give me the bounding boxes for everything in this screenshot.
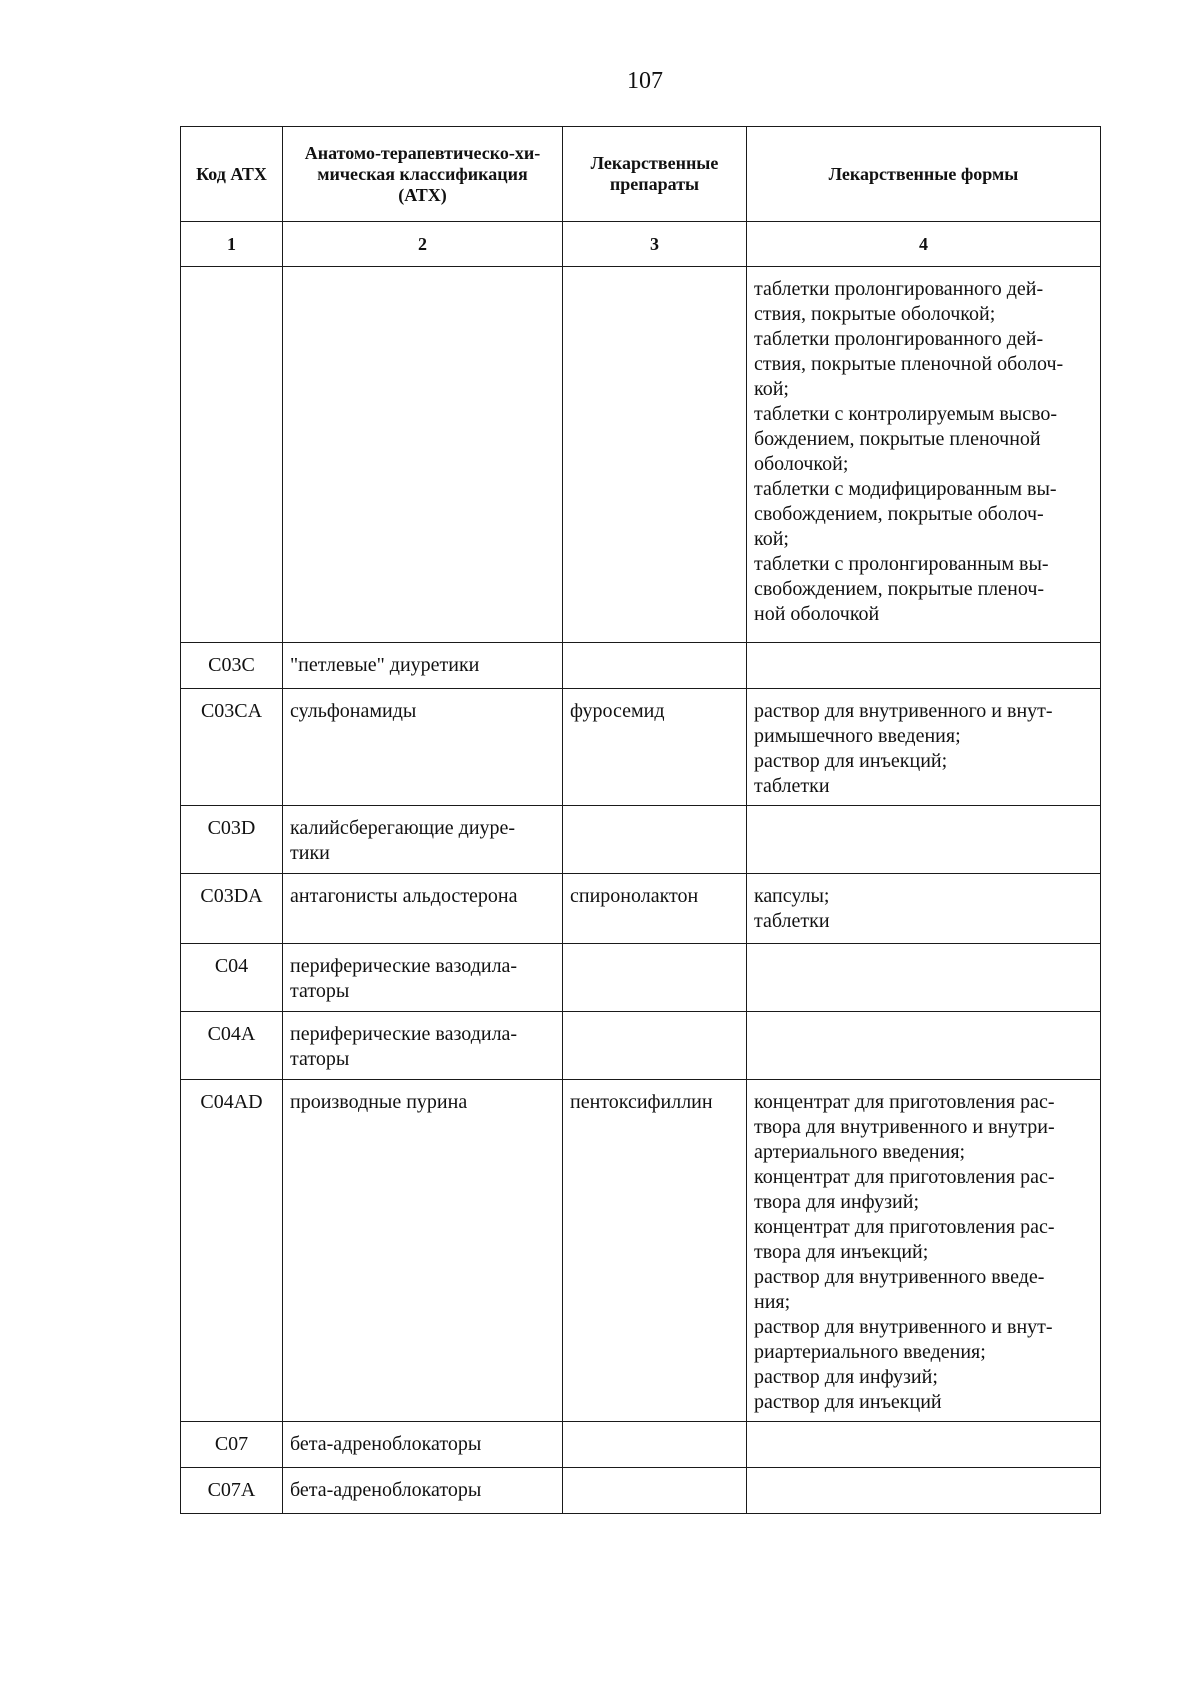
drug-cell [563, 1080, 747, 1422]
table-row [181, 1468, 1101, 1514]
classification-cell [283, 1012, 563, 1080]
classification-cell [283, 944, 563, 1012]
drug-cell [563, 944, 747, 1012]
classification-cell [283, 267, 563, 643]
drug-text: спиронолактон [570, 885, 699, 907]
table-row [181, 267, 1101, 643]
dosage-forms-cell [747, 874, 1101, 944]
classification-cell [283, 874, 563, 944]
dosage-forms-cell [747, 806, 1101, 874]
table-row [181, 874, 1101, 944]
classification-cell [283, 1422, 563, 1468]
dosage-forms-line: оболочкой; [754, 453, 849, 475]
classification-line: таторы [290, 1048, 350, 1070]
classification-line: сульфонамиды [290, 700, 417, 722]
dosage-forms-line: таблетки [754, 910, 830, 932]
classification-cell [283, 1468, 563, 1514]
classification-cell [283, 806, 563, 874]
classification-cell [283, 643, 563, 689]
classification-line: калийсберегающие диуре- [290, 817, 516, 839]
dosage-forms-line: концентрат для приготовления рас- [754, 1216, 1055, 1238]
table-row [181, 944, 1101, 1012]
classification-line: производные пурина [290, 1091, 468, 1113]
drug-cell [563, 267, 747, 643]
header-drugs-line: препараты [609, 174, 700, 194]
dosage-forms-line: ной оболочкой [754, 603, 880, 625]
dosage-forms-line: раствор для инфузий; [754, 1366, 938, 1388]
dosage-forms-line: таблетки с пролонгированным вы- [754, 553, 1049, 575]
drug-cell [563, 874, 747, 944]
drug-cell [563, 806, 747, 874]
header-drugs-line: Лекарственные [590, 153, 719, 173]
dosage-forms-cell [747, 1468, 1101, 1514]
dosage-forms-line: свобождением, покрытые оболоч- [754, 503, 1044, 525]
dosage-forms-cell [747, 1422, 1101, 1468]
header-drugs [563, 127, 747, 222]
column-number: 3 [563, 222, 747, 267]
atx-code-cell [181, 806, 283, 874]
table-row [181, 643, 1101, 689]
atx-code-text: C03CA [200, 700, 263, 722]
dosage-forms-cell [747, 1012, 1101, 1080]
table-row [181, 806, 1101, 874]
atx-code-cell [181, 944, 283, 1012]
atx-code-text: C03DA [200, 885, 263, 907]
drug-cell [563, 1012, 747, 1080]
classification-line: тики [290, 842, 330, 864]
table-row [181, 1080, 1101, 1422]
drug-text: фуросемид [570, 700, 665, 722]
classification-line: антагонисты альдостерона [290, 885, 518, 907]
dosage-forms-line: раствор для внутривенного и внут- [754, 1316, 1053, 1338]
dosage-forms-line: твора для инфузий; [754, 1191, 920, 1213]
table-body [181, 267, 1101, 1514]
classification-cell [283, 1080, 563, 1422]
atx-code-cell [181, 1422, 283, 1468]
dosage-forms-line: раствор для инъекций [754, 1391, 942, 1413]
classification-line: периферические вазодила- [290, 1023, 518, 1045]
atx-code-cell [181, 1080, 283, 1422]
dosage-forms-line: твора для внутривенного и внутри- [754, 1116, 1055, 1138]
table-row [181, 1422, 1101, 1468]
drug-cell [563, 1468, 747, 1514]
atx-code-cell [181, 874, 283, 944]
classification-line: бета-адреноблокаторы [290, 1433, 482, 1455]
column-number: 2 [283, 222, 563, 267]
atx-code-cell [181, 1468, 283, 1514]
header-classification-line: мическая классификация [317, 163, 528, 184]
classification-line: таторы [290, 980, 350, 1002]
drug-cell [563, 643, 747, 689]
header-forms: Лекарственные формы [747, 127, 1101, 222]
header-classification-line: Анатомо-терапевтическо-хи- [304, 142, 541, 163]
dosage-forms-line: ствия, покрытые пленочной оболоч- [754, 353, 1064, 375]
atx-code-cell [181, 1012, 283, 1080]
dosage-forms-line: раствор для внутривенного и внут- [754, 700, 1053, 722]
dosage-forms-line: таблетки с контролируемым высво- [754, 403, 1058, 425]
atx-code-cell [181, 643, 283, 689]
dosage-forms-line: таблетки с модифицированным вы- [754, 478, 1057, 500]
table-header-row [181, 127, 1101, 222]
classification-line: бета-адреноблокаторы [290, 1479, 482, 1501]
dosage-forms-line: таблетки пролонгированного дей- [754, 278, 1044, 300]
dosage-forms-line: кой; [754, 528, 789, 550]
dosage-forms-line: концентрат для приготовления рас- [754, 1091, 1055, 1113]
drug-text: пентоксифиллин [570, 1091, 713, 1113]
page-number: 107 [627, 68, 663, 94]
dosage-forms-line: ствия, покрытые оболочкой; [754, 303, 996, 325]
dosage-forms-line: кой; [754, 378, 789, 400]
header-classification [283, 127, 563, 222]
atx-code-text: C04AD [200, 1091, 263, 1113]
dosage-forms-line: таблетки [754, 775, 830, 797]
classification-cell [283, 689, 563, 806]
classification-line: "петлевые" диуретики [290, 654, 480, 676]
dosage-forms-line: таблетки пролонгированного дей- [754, 328, 1044, 350]
dosage-forms-line: ния; [754, 1291, 791, 1313]
column-number: 1 [181, 222, 283, 267]
table-row [181, 1012, 1101, 1080]
dosage-forms-cell [747, 643, 1101, 689]
atx-code-text: C03D [207, 817, 256, 839]
header-code: Код АТХ [181, 127, 283, 222]
dosage-forms-line: римышечного введения; [754, 725, 961, 747]
dosage-forms-cell [747, 267, 1101, 643]
dosage-forms-line: раствор для инъекций; [754, 750, 948, 772]
dosage-forms-cell [747, 1080, 1101, 1422]
dosage-forms-cell [747, 689, 1101, 806]
atx-code-text: C03C [208, 654, 255, 676]
atx-code-text: C07 [214, 1433, 249, 1455]
atx-code-text: C04 [214, 955, 249, 977]
atx-code-cell [181, 689, 283, 806]
column-number: 4 [747, 222, 1101, 267]
header-classification-line: (АТХ) [398, 184, 447, 205]
dosage-forms-cell [747, 944, 1101, 1012]
drug-cell [563, 1422, 747, 1468]
drug-cell [563, 689, 747, 806]
atx-code-cell [181, 267, 283, 643]
atx-table [180, 126, 1101, 1514]
dosage-forms-line: артериального введения; [754, 1141, 966, 1163]
table-row [181, 689, 1101, 806]
atx-code-text: C07A [207, 1479, 256, 1501]
classification-line: периферические вазодила- [290, 955, 518, 977]
dosage-forms-line: раствор для внутривенного введе- [754, 1266, 1045, 1288]
column-number-row [181, 222, 1101, 267]
dosage-forms-line: твора для инъекций; [754, 1241, 929, 1263]
dosage-forms-line: капсулы; [754, 885, 830, 907]
dosage-forms-line: свобождением, покрытые пленоч- [754, 578, 1045, 600]
dosage-forms-line: концентрат для приготовления рас- [754, 1166, 1055, 1188]
dosage-forms-line: риартериального введения; [754, 1341, 986, 1363]
atx-code-text: C04A [207, 1023, 256, 1045]
dosage-forms-line: бождением, покрытые пленочной [754, 428, 1041, 450]
